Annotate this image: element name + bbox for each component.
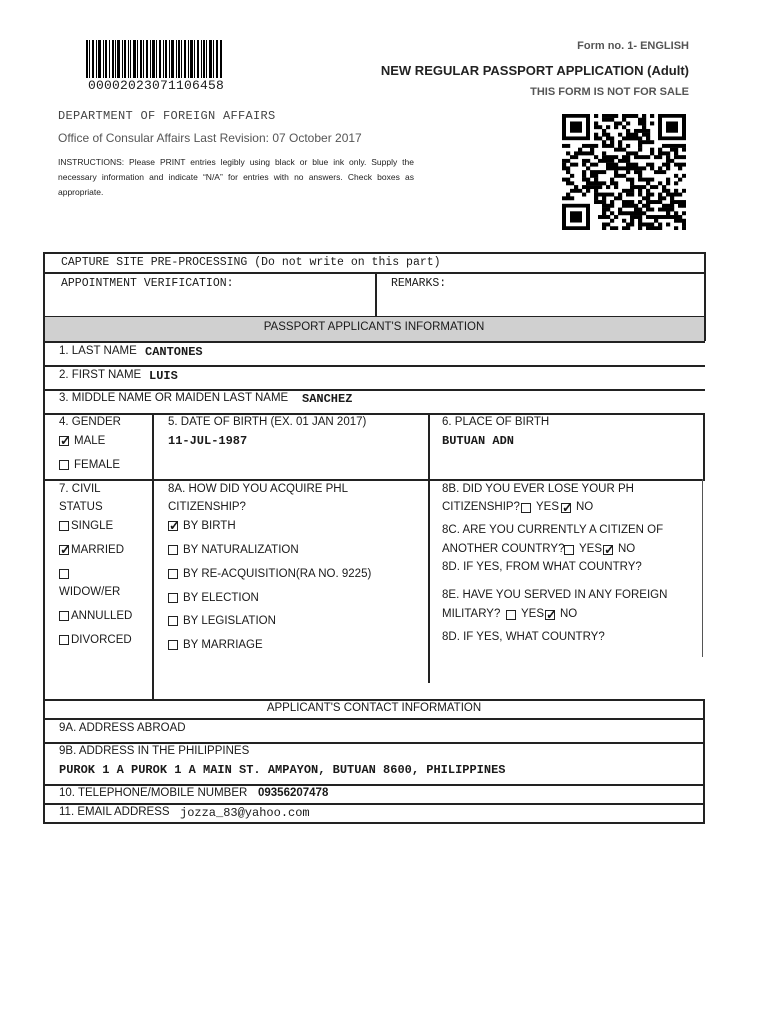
q8e-question: 8E. HAVE YOU SERVED IN ANY FOREIGN xyxy=(442,589,668,601)
pob-label: 6. PLACE OF BIRTH xyxy=(442,416,550,428)
appointment-verification-label: APPOINTMENT VERIFICATION: xyxy=(61,277,234,290)
department-name: DEPARTMENT OF FOREIGN AFFAIRS xyxy=(58,109,276,123)
citizenship-marriage-checkbox[interactable] xyxy=(168,640,178,650)
barcode-number: 00002023071106458 xyxy=(88,78,225,93)
q8b-yes-checkbox[interactable] xyxy=(521,503,531,513)
applicant-section-title: PASSPORT APPLICANT'S INFORMATION xyxy=(263,321,485,333)
middle-name-value[interactable]: SANCHEZ xyxy=(302,392,353,406)
civil-married-checkbox[interactable]: ✓ xyxy=(60,542,71,557)
citizenship-naturalization-label: BY NATURALIZATION xyxy=(183,544,299,556)
not-for-sale-notice: THIS FORM IS NOT FOR SALE xyxy=(530,86,689,98)
instructions: INSTRUCTIONS: Please PRINT entries legibly using black or blue ink only. Supply the necessary information and indicate “N/A” for entries with no answers. Check boxes as appropriate. xyxy=(58,157,414,197)
contact-section-title: APPLICANT'S CONTACT INFORMATION xyxy=(266,702,482,714)
qr-code xyxy=(562,114,686,230)
phone-value[interactable]: 09356207478 xyxy=(258,787,329,799)
q8e-yes-label: YES xyxy=(521,608,545,620)
civil-divorced-checkbox[interactable] xyxy=(59,635,69,645)
dob-label: 5. DATE OF BIRTH (EX. 01 JAN 2017) xyxy=(168,416,367,428)
q8d-question: 8D. IF YES, FROM WHAT COUNTRY? xyxy=(442,561,642,573)
dob-value[interactable]: 11-JUL-1987 xyxy=(168,434,248,448)
address-abroad-label: 9A. ADDRESS ABROAD xyxy=(59,722,186,734)
capture-site-title: CAPTURE SITE PRE-PROCESSING (Do not write on this part) xyxy=(61,256,441,269)
q8c-question: 8C. ARE YOU CURRENTLY A CITIZEN OF xyxy=(442,524,664,536)
gender-male-checkbox[interactable]: ✓ xyxy=(60,433,71,448)
citizenship-naturalization-checkbox[interactable] xyxy=(168,545,178,555)
last-name-label: 1. LAST NAME xyxy=(59,345,137,357)
q8d2-question: 8D. IF YES, WHAT COUNTRY? xyxy=(442,631,605,643)
civil-annulled-label: ANNULLED xyxy=(71,610,133,622)
citizenship-election-label: BY ELECTION xyxy=(183,592,259,604)
civil-married-label: MARRIED xyxy=(71,544,125,556)
q8e-question-2: MILITARY? xyxy=(442,608,501,620)
q8b-question-2: CITIZENSHIP? xyxy=(442,501,520,513)
civil-widow-label: WIDOW/ER xyxy=(59,586,121,598)
civil-single-checkbox[interactable] xyxy=(59,521,69,531)
email-label: 11. EMAIL ADDRESS xyxy=(59,806,170,818)
gender-male-label: MALE xyxy=(74,435,106,447)
civil-widow-checkbox[interactable] xyxy=(59,569,69,579)
citizenship-election-checkbox[interactable] xyxy=(168,593,178,603)
civil-status-label: 7. CIVIL xyxy=(59,483,101,495)
q8c-question-2: ANOTHER COUNTRY? xyxy=(442,543,565,555)
civil-single-label: SINGLE xyxy=(71,520,114,532)
q8b-question: 8B. DID YOU EVER LOSE YOUR PH xyxy=(442,483,634,495)
q8c-no-label: NO xyxy=(618,543,636,555)
office-revision: Office of Consular Affairs Last Revision: 07 October 2017 xyxy=(58,131,362,145)
civil-divorced-label: DIVORCED xyxy=(71,634,132,646)
citizenship-question-2: CITIZENSHIP? xyxy=(168,501,246,513)
first-name-label: 2. FIRST NAME xyxy=(59,369,142,381)
form-title: NEW REGULAR PASSPORT APPLICATION (Adult) xyxy=(380,63,689,78)
citizenship-marriage-label: BY MARRIAGE xyxy=(183,639,263,651)
citizenship-birth-checkbox[interactable]: ✓ xyxy=(169,518,180,533)
address-ph-value[interactable]: PUROK 1 A PUROK 1 A MAIN ST. AMPAYON, BUTUAN 8600, PHILIPPINES xyxy=(59,763,506,777)
first-name-value[interactable]: LUIS xyxy=(149,369,178,383)
citizenship-birth-label: BY BIRTH xyxy=(183,520,236,532)
address-ph-label: 9B. ADDRESS IN THE PHILIPPINES xyxy=(59,745,250,757)
citizenship-reacquisition-checkbox[interactable] xyxy=(168,569,178,579)
q8e-yes-checkbox[interactable] xyxy=(506,610,516,620)
remarks-label: REMARKS: xyxy=(391,277,447,290)
middle-name-label: 3. MIDDLE NAME OR MAIDEN LAST NAME xyxy=(59,392,289,404)
citizenship-legislation-checkbox[interactable] xyxy=(168,616,178,626)
q8e-no-checkbox[interactable]: ✓ xyxy=(546,607,557,622)
form-number: Form no. 1- ENGLISH xyxy=(577,40,689,52)
email-value[interactable]: jozza_83@yahoo.com xyxy=(180,806,310,820)
gender-female-checkbox[interactable] xyxy=(59,460,69,470)
gender-female-label: FEMALE xyxy=(74,459,121,471)
pob-value[interactable]: BUTUAN ADN xyxy=(442,434,515,448)
phone-label: 10. TELEPHONE/MOBILE NUMBER xyxy=(59,787,248,799)
citizenship-legislation-label: BY LEGISLATION xyxy=(183,615,276,627)
q8e-no-label: NO xyxy=(560,608,578,620)
q8b-no-label: NO xyxy=(576,501,594,513)
q8b-no-checkbox[interactable]: ✓ xyxy=(562,500,573,515)
gender-label: 4. GENDER xyxy=(59,416,121,428)
last-name-value[interactable]: CANTONES xyxy=(145,345,203,359)
civil-status-label-2: STATUS xyxy=(59,501,103,513)
q8c-yes-checkbox[interactable] xyxy=(564,545,574,555)
q8c-yes-label: YES xyxy=(579,543,603,555)
civil-annulled-checkbox[interactable] xyxy=(59,611,69,621)
barcode xyxy=(86,40,222,78)
q8c-no-checkbox[interactable]: ✓ xyxy=(604,542,615,557)
citizenship-reacquisition-label: BY RE-ACQUISITION(RA NO. 9225) xyxy=(183,568,372,580)
citizenship-question: 8A. HOW DID YOU ACQUIRE PHL xyxy=(168,483,348,495)
q8b-yes-label: YES xyxy=(536,501,560,513)
